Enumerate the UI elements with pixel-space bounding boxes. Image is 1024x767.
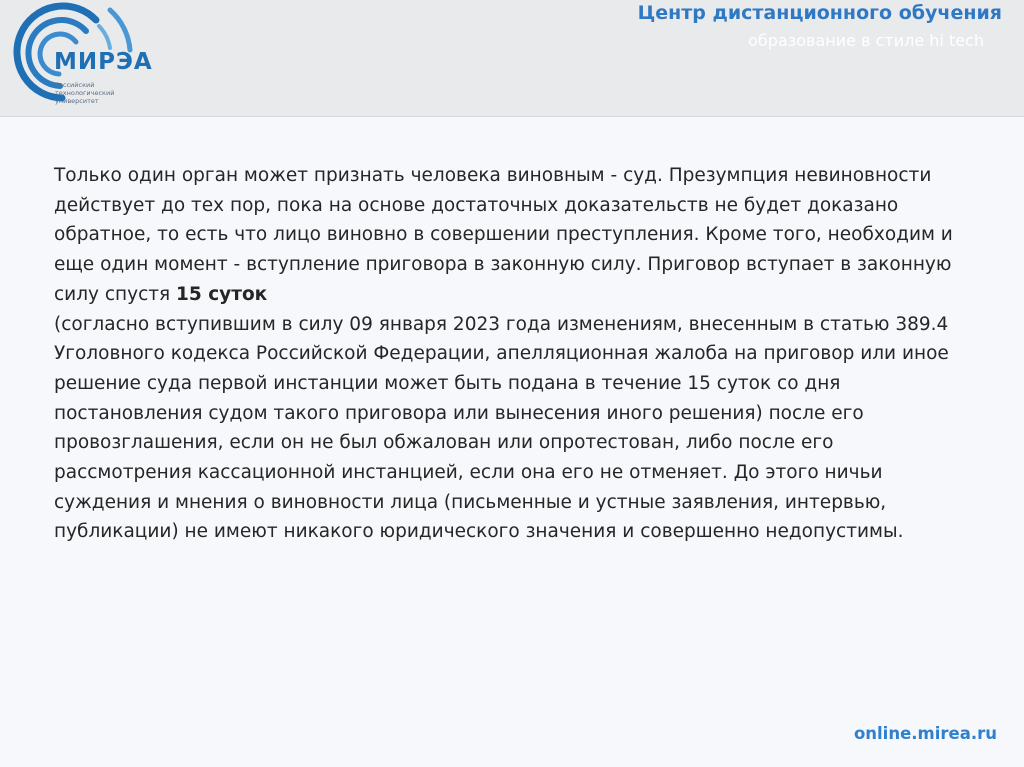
header-band: [0, 0, 1024, 117]
paragraph-bold-term: 15 суток: [176, 283, 268, 305]
page-title: Центр дистанционного обучения: [637, 2, 1002, 24]
mirea-logo: [2, 2, 182, 117]
page-subtitle: образование в стиле hi tech: [748, 31, 984, 50]
paragraph-text-part2: (согласно вступившим в силу 09 января 2023 года изменениям, внесенным в статью 389.4 Уголовного кодекса Российской Федерации, апелляционная жалоба на приговор или иное решение суда первой инстанции может быть подана в течение 15 суток со дня постановления судом такого приговора или вынесения иного решения) после его провозглашения, если он не был обжалован или опротестован, либо после его рассмотрения кассационной инстанцией, если она его не отменяет. До этого ничьи суждения и мнения о виновности лица (письменные и устные заявления, интервью, публикации) не имеют никакого юридического значения и совершенно недопустимы.: [54, 313, 949, 543]
logo-subtitle-line: технологический: [55, 89, 115, 97]
logo-wordmark: МИРЭА: [54, 49, 153, 75]
logo-subtitle: [55, 81, 135, 105]
logo-subtitle-line: Российский: [55, 81, 95, 89]
main-paragraph: [54, 161, 966, 547]
logo-subtitle-line: университет: [55, 97, 99, 105]
footer-url[interactable]: online.mirea.ru: [853, 724, 997, 743]
paragraph-text-part1: Только один орган может признать человека виновным - суд. Презумпция невиновности действует до тех пор, пока на основе достаточных доказательств не будет доказано обратное, то есть что лицо виновно в совершении преступления. Кроме того, необходим и еще один момент - вступление приговора в законную силу. Приговор вступает в законную силу спустя: [54, 165, 953, 305]
